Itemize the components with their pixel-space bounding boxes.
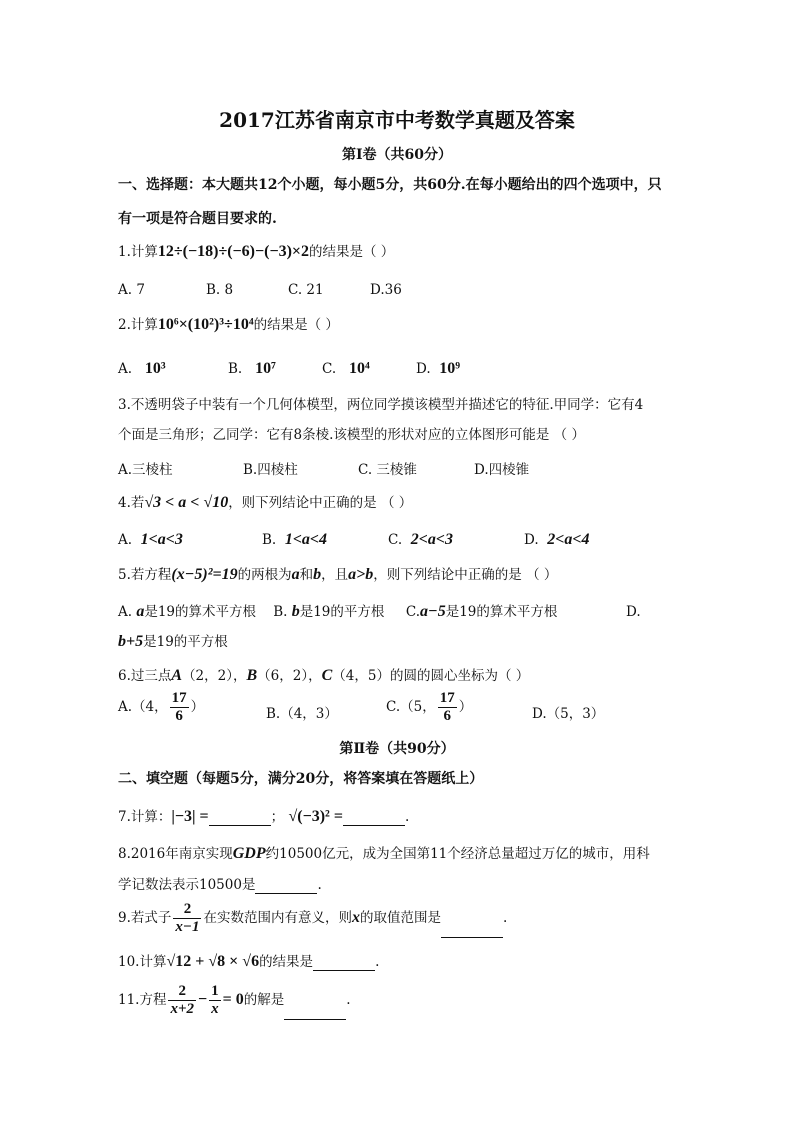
q5-option-d: b+5是19的平方根: [118, 633, 228, 650]
section-one-instructions-line1: 一、选择题：本大题共12个小题，每小题5分，共60分.在每小题给出的四个选项中，只: [118, 177, 662, 193]
q3-option-c: C. 三棱锥: [358, 462, 417, 478]
q2-prefix: 2.计算: [118, 317, 158, 333]
question-9: 9.若式子 $\frac{2}{x-1}$ 在实数范围内有意义，则x的取值范围是 .: [118, 898, 507, 938]
question-2: [118, 316, 339, 334]
q5-options-line1: [118, 603, 557, 621]
section-two-instructions: 二、填空题（每题5分，满分20分，将答案填在答题纸上）: [118, 771, 484, 787]
question-8-line2: 学记数法表示10500是 .: [118, 877, 322, 893]
part-two-heading: 第Ⅱ卷（共90分）: [339, 741, 455, 757]
q1-option-c: C. 21: [288, 282, 324, 298]
question-8-line1: 8.2016年南京实现GDP约10500亿元，成为全国第11个经济总量超过万亿的城市，用科: [118, 845, 650, 862]
q2-suffix: 的结果是（ ）: [253, 317, 339, 333]
q11-answer-blank[interactable]: [284, 1005, 346, 1020]
q6-option-a: A.（4， $\frac{17}{6}$ ）: [118, 690, 205, 724]
q6-option-c: C.（5， $\frac{17}{6}$ ）: [386, 690, 473, 724]
q6-option-b: B.（4，3）: [266, 706, 338, 722]
question-4: 4.若√3 < a < √10，则下列结论中正确的是 （ ）: [118, 494, 413, 511]
q7-answer-blank-2[interactable]: [343, 811, 405, 826]
q4-option-c: C. 2<a<3: [388, 531, 453, 548]
q9-answer-blank[interactable]: [441, 923, 503, 938]
q2-option-d: D. 10⁹: [416, 360, 461, 377]
q2-option-c: C. 10⁴: [322, 360, 370, 377]
question-11: 11.方程 $\frac{2}{x+2}$ − $\frac{1}{x}$ = 0的解是 .: [118, 980, 351, 1020]
question-10: 10.计算√12 + √8 × √6的结果是 .: [118, 953, 380, 970]
q1-option-a: A. 7: [118, 282, 145, 298]
q7-answer-blank-1[interactable]: [209, 811, 271, 826]
q5-option-a: A. a是19的算术平方根: [118, 603, 257, 620]
q3-option-d: D.四棱锥: [474, 462, 530, 478]
q4-option-d: D. 2<a<4: [524, 531, 590, 548]
question-7: 7.计算：|−3| = ； √(−3)² = .: [118, 808, 410, 825]
question-3-line2: 个面是三角形；乙同学：它有8条棱.该模型的形状对应的立体图形可能是 （ ）: [118, 427, 585, 443]
q1-suffix: 的结果是（ ）: [309, 244, 395, 260]
q2-expression: 10⁶×(10²)³÷10⁴: [157, 316, 254, 333]
question-3-line1: 3.不透明袋子中装有一个几何体模型，两位同学摸该模型并描述它的特征.甲同学：它有4: [118, 397, 644, 413]
page-title: 2017江苏省南京市中考数学真题及答案: [219, 108, 575, 132]
q5-option-d-label: D.: [626, 604, 641, 620]
part-one-heading: 第Ⅰ卷（共60分）: [341, 147, 453, 163]
q6-option-d: D.（5，3）: [532, 706, 605, 722]
q5-option-b: B. b是19的平方根: [273, 603, 385, 620]
q4-option-a: A. 1<a<3: [118, 531, 183, 548]
section-one-instructions-line2: 有一项是符合题目要求的.: [118, 211, 277, 227]
q1-option-b: B. 8: [206, 282, 234, 298]
question-5: 5.若方程(x−5)²=19的两根为a和b，且a>b，则下列结论中正确的是 （ ）: [118, 566, 558, 583]
q3-option-b: B.四棱柱: [243, 462, 298, 478]
q8-answer-blank[interactable]: [255, 879, 317, 894]
q10-answer-blank[interactable]: [313, 956, 375, 971]
question-6: 6.过三点A（2，2），B（6，2），C（4，5）的圆的圆心坐标为（ ）: [118, 667, 530, 684]
q5-equation: (x−5)²=19: [171, 566, 238, 583]
q5-option-c: C.a−5是19的算术平方根: [405, 603, 558, 620]
question-1: [118, 243, 394, 261]
q2-option-b: B. 10⁷: [228, 360, 276, 377]
q4-option-b: B. 1<a<4: [262, 531, 328, 548]
q3-option-a: A.三棱柱: [118, 462, 173, 478]
q4-expression: √3 < a < √10: [144, 494, 229, 511]
q1-option-d: D.36: [370, 282, 402, 298]
q2-option-a: A. 10³: [118, 360, 166, 377]
q1-expression: 12÷(−18)÷(−6)−(−3)×2: [157, 243, 310, 260]
q1-prefix: 1.计算: [118, 244, 158, 260]
